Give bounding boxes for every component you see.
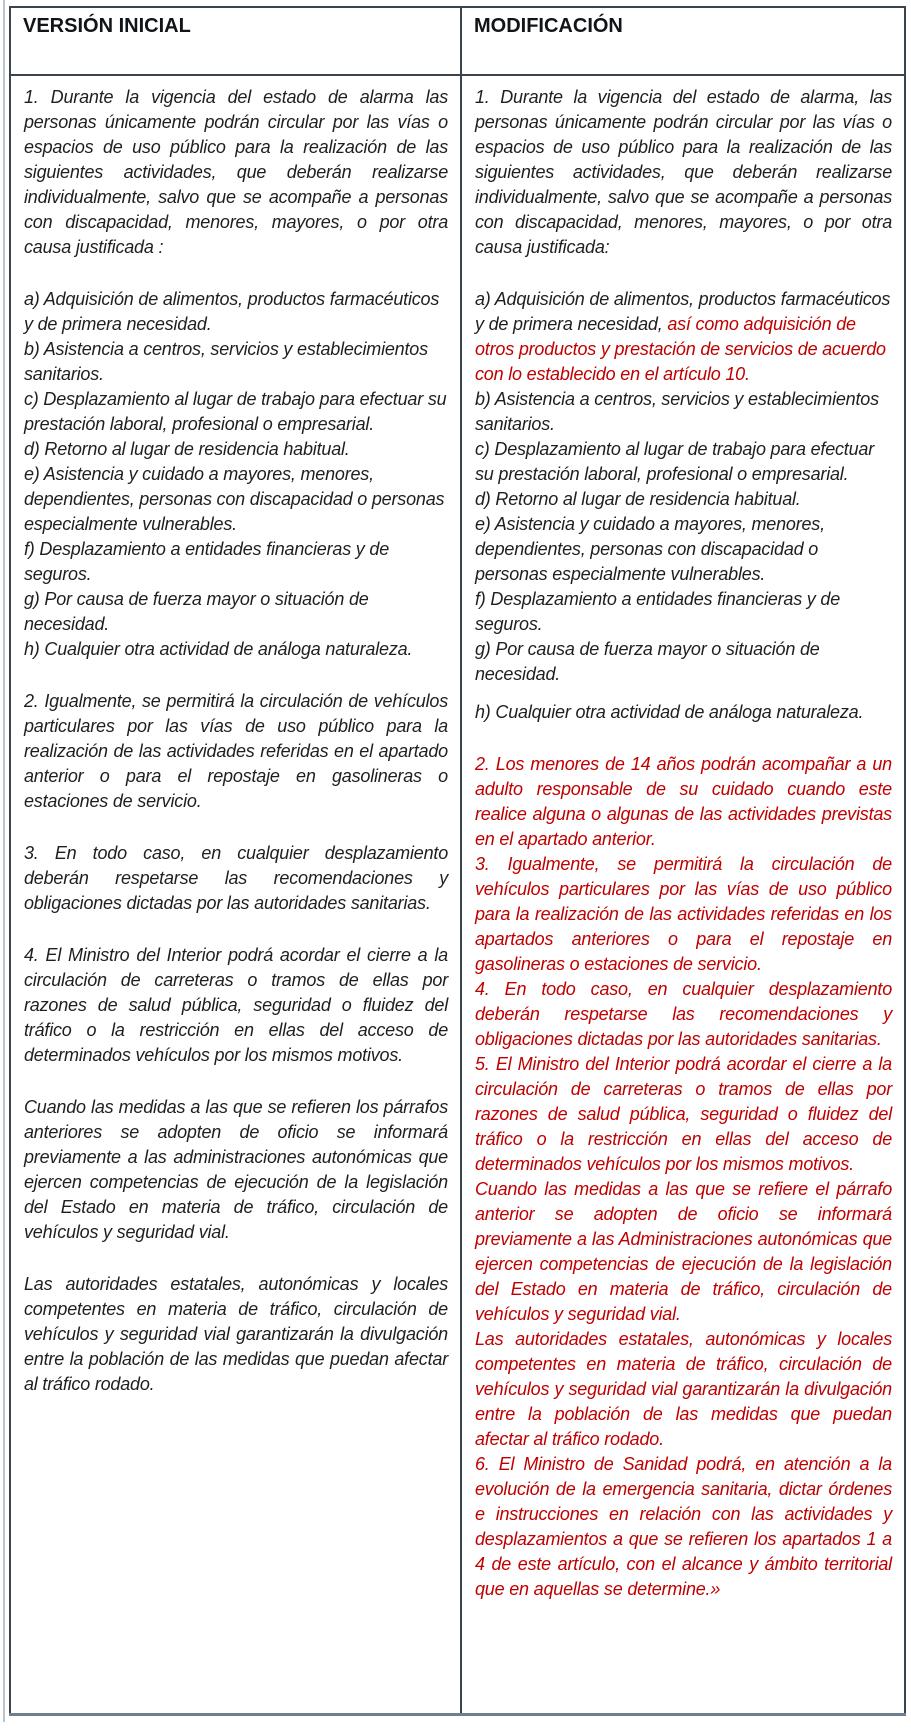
text-segment-red: Cuando las medidas a las que se refiere el párrafo anterior se adopten de oficio se informará previamente a las Administraciones autonómicas que ejercen competencias de ejecución de la legislación del Estado en materia de tráfico, circulación de vehículos y seguridad vial. — [475, 1179, 892, 1324]
paragraph — [475, 85, 892, 260]
text-segment-black: c) Desplazamiento al lugar de trabajo para efectuar su prestación laboral, profesional o empresarial. — [475, 439, 875, 484]
paragraph — [24, 587, 448, 637]
text-segment-black: h) Cualquier otra actividad de análoga naturaleza. — [24, 639, 413, 659]
paragraph — [475, 1177, 892, 1327]
paragraph — [24, 637, 448, 662]
text-segment-black: a) Adquisición de alimentos, productos farmacéuticos y de primera necesidad, — [475, 289, 891, 334]
paragraph — [475, 287, 892, 387]
text-segment-red: así como adquisición de otros productos y prestación de servicios de acuerdo con lo establecido en el artículo 10. — [475, 314, 886, 384]
paragraph — [24, 337, 448, 387]
text-segment-black: f) Desplazamiento a entidades financieras y de seguros. — [475, 589, 841, 634]
body-row — [10, 75, 905, 1715]
paragraph — [475, 977, 892, 1052]
text-segment-black: a) Adquisición de alimentos, productos farmacéuticos y de primera necesidad. — [24, 289, 440, 334]
paragraph — [475, 1452, 892, 1602]
text-segment-black: e) Asistencia y cuidado a mayores, menores, dependientes, personas con discapacidad o personas especialmente vulnerables. — [24, 464, 445, 534]
text-segment-black: g) Por causa de fuerza mayor o situación de necesidad. — [24, 589, 369, 634]
header-row — [10, 7, 905, 75]
paragraph — [475, 1327, 892, 1452]
paragraph — [475, 637, 892, 687]
paragraph — [24, 689, 448, 814]
text-segment-black: 3. En todo caso, en cualquier desplazamiento deberán respetarse las recomendaciones y obligaciones dictadas por las autoridades sanitarias. — [24, 843, 448, 913]
text-segment-red: 2. Los menores de 14 años podrán acompañar a un adulto responsable de su cuidado cuando este realice alguna o algunas de las actividades previstas en el apartado anterior. — [475, 754, 892, 849]
paragraph — [24, 287, 448, 337]
paragraph — [475, 700, 892, 725]
column-header-initial: VERSIÓN INICIAL — [10, 7, 461, 75]
comparison-table — [9, 6, 906, 1716]
paragraph — [475, 752, 892, 852]
text-segment-red: Las autoridades estatales, autonómicas y locales competentes en materia de tráfico, circulación de vehículos y seguridad vial garantizarán la divulgación entre la población de las medidas que puedan afectar al tráfico rodado. — [475, 1329, 892, 1449]
paragraph — [475, 487, 892, 512]
cell-body-initial — [10, 75, 461, 1715]
paragraph — [475, 587, 892, 637]
text-segment-black: d) Retorno al lugar de residencia habitual. — [24, 439, 350, 459]
page-edge-line — [3, 0, 5, 1722]
paragraph — [24, 462, 448, 537]
paragraph — [24, 387, 448, 437]
text-segment-black: b) Asistencia a centros, servicios y establecimientos sanitarios. — [475, 389, 879, 434]
text-segment-black: f) Desplazamiento a entidades financieras y de seguros. — [24, 539, 390, 584]
paragraph — [24, 943, 448, 1068]
text-segment-red: 5. El Ministro del Interior podrá acordar el cierre a la circulación de carreteras o tramos de ellas por razones de salud pública, seguridad o fluidez del tráfico o la restricción en ellas del acceso de determinados vehículos por los mismos motivos. — [475, 1054, 892, 1174]
paragraph — [475, 1052, 892, 1177]
text-segment-black: 2. Igualmente, se permitirá la circulación de vehículos particulares por las vías de uso público para la realización de las actividades referidas en el apartado anterior o para el repostaje en gasolineras o estaciones de servicio. — [24, 691, 448, 811]
text-segment-black: b) Asistencia a centros, servicios y establecimientos sanitarios. — [24, 339, 428, 384]
column-header-modification: MODIFICACIÓN — [461, 7, 905, 75]
paragraph — [475, 512, 892, 587]
paragraph — [24, 1272, 448, 1397]
text-segment-red: 6. El Ministro de Sanidad podrá, en atención a la evolución de la emergencia sanitaria, dictar órdenes e instrucciones en relación con las actividades y desplazamientos a que se refieren los apartados 1 a 4 de este artículo, con el alcance y ámbito territorial que en aquellas se determine.» — [475, 1454, 892, 1599]
text-segment-black: Cuando las medidas a las que se refieren los párrafos anteriores se adopten de oficio se informará previamente a las administraciones autonómicas que ejercen competencias de ejecución de la legislación del Estado en materia de tráfico, circulación de vehículos y seguridad vial. — [24, 1097, 448, 1242]
cell-body-modification — [461, 75, 905, 1715]
paragraph — [475, 852, 892, 977]
paragraph — [475, 387, 892, 437]
paragraph — [475, 437, 892, 487]
text-segment-black: Las autoridades estatales, autonómicas y locales competentes en materia de tráfico, circulación de vehículos y seguridad vial garantizarán la divulgación entre la población de las medidas que puedan afectar al tráfico rodado. — [24, 1274, 448, 1394]
text-segment-red: 4. En todo caso, en cualquier desplazamiento deberán respetarse las recomendaciones y obligaciones dictadas por las autoridades sanitarias. — [475, 979, 892, 1049]
text-segment-black: d) Retorno al lugar de residencia habitual. — [475, 489, 801, 509]
text-segment-black: e) Asistencia y cuidado a mayores, menores, dependientes, personas con discapacidad o personas especialmente vulnerables. — [475, 514, 825, 584]
paragraph — [24, 1095, 448, 1245]
text-segment-black: g) Por causa de fuerza mayor o situación de necesidad. — [475, 639, 820, 684]
text-segment-black: 4. El Ministro del Interior podrá acordar el cierre a la circulación de carreteras o tramos de ellas por razones de salud pública, seguridad o fluidez del tráfico o la restricción en ellas del acceso de determinados vehículos por los mismos motivos. — [24, 945, 448, 1065]
text-segment-black: h) Cualquier otra actividad de análoga naturaleza. — [475, 702, 864, 722]
text-segment-black: 1. Durante la vigencia del estado de alarma las personas únicamente podrán circular por las vías o espacios de uso público para la realización de las siguientes actividades, que deberán realizarse individualmente, salvo que se acompañe a personas con discapacidad, menores, mayores, o por otra causa justificada : — [24, 87, 448, 257]
paragraph — [24, 85, 448, 260]
paragraph — [24, 537, 448, 587]
paragraph — [24, 841, 448, 916]
text-segment-black: 1. Durante la vigencia del estado de alarma, las personas únicamente podrán circular por las vías o espacios de uso público para la realización de las siguientes actividades, que deberán realizarse individualmente, salvo que se acompañe a personas con discapacidad, menores, mayores, o por otra causa justificada: — [475, 87, 892, 257]
paragraph — [24, 437, 448, 462]
text-segment-black: c) Desplazamiento al lugar de trabajo para efectuar su prestación laboral, profesional o empresarial. — [24, 389, 447, 434]
text-segment-red: 3. Igualmente, se permitirá la circulación de vehículos particulares por las vías de uso público para la realización de las actividades referidas en los apartados anteriores o para el repostaje en gasolineras o estaciones de servicio. — [475, 854, 892, 974]
